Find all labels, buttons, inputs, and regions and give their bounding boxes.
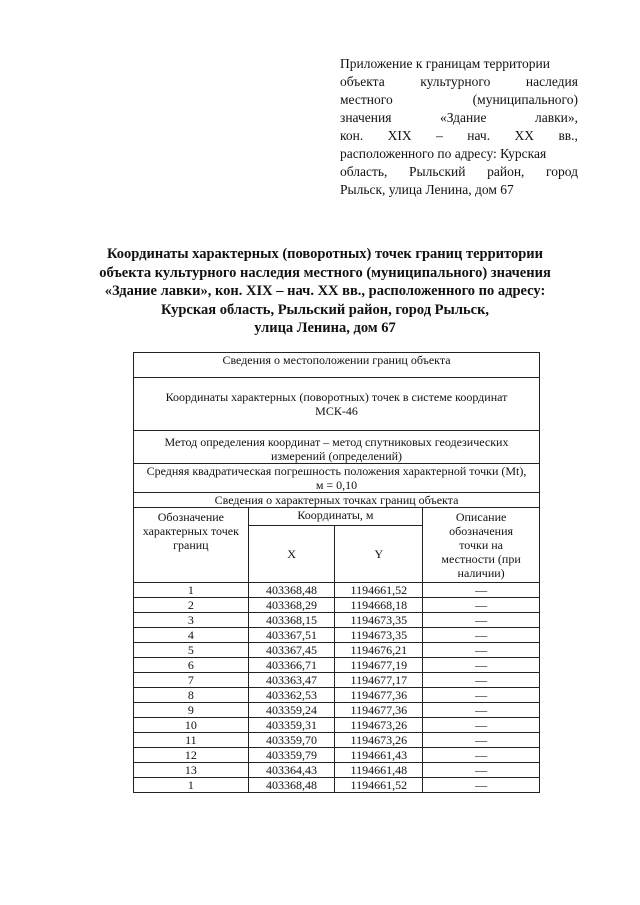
table-row	[134, 703, 540, 718]
y-coordinate-cell: 1194673,35	[335, 628, 423, 643]
description-cell: —	[423, 763, 540, 778]
description-cell: —	[423, 628, 540, 643]
table-row	[134, 598, 540, 613]
point-number-cell: 9	[134, 703, 249, 718]
coordinates-table	[133, 352, 540, 793]
description-cell: —	[423, 598, 540, 613]
description-cell: —	[423, 658, 540, 673]
method-note: Метод определения координат – метод спутниковых геодезических измерений (определений)	[134, 431, 540, 464]
annex-line: местного (муниципального)	[340, 92, 578, 107]
accuracy-note: Средняя квадратическая погрешность положения характерной точки (Mt), м = 0,10	[134, 464, 540, 493]
table-row	[134, 643, 540, 658]
section-points-header: Сведения о характерных точках границ объекта	[134, 493, 540, 508]
description-cell: —	[423, 583, 540, 598]
description-cell: —	[423, 778, 540, 793]
table-row	[134, 688, 540, 703]
title-line: Координаты характерных (поворотных) точек границ территории	[107, 246, 543, 262]
x-coordinate-cell: 403359,70	[248, 733, 335, 748]
annex-line: Рыльск, улица Ленина, дом 67	[340, 182, 514, 197]
point-number-cell: 11	[134, 733, 249, 748]
x-coordinate-cell: 403362,53	[248, 688, 335, 703]
col-point-header: Обозначение характерных точек границ	[134, 508, 249, 583]
y-coordinate-cell: 1194677,36	[335, 703, 423, 718]
table-row	[134, 778, 540, 793]
description-cell: —	[423, 718, 540, 733]
y-coordinate-cell: 1194661,43	[335, 748, 423, 763]
point-number-cell: 7	[134, 673, 249, 688]
title-line: «Здание лавки», кон. XIX – нач. XX вв., расположенного по адресу:	[104, 283, 546, 299]
x-coordinate-cell: 403367,51	[248, 628, 335, 643]
point-number-cell: 12	[134, 748, 249, 763]
point-number-cell: 2	[134, 598, 249, 613]
table-row	[134, 673, 540, 688]
title-line: объекта культурного наследия местного (муниципального) значения	[99, 264, 551, 281]
table-row	[134, 658, 540, 673]
annex-line: расположенного по адресу: Курская	[340, 146, 547, 161]
table-row	[134, 733, 540, 748]
description-cell: —	[423, 748, 540, 763]
annex-line: кон. XIX – нач. XX вв.,	[340, 128, 578, 143]
x-coordinate-cell: 403359,79	[248, 748, 335, 763]
x-coordinate-cell: 403359,24	[248, 703, 335, 718]
x-coordinate-cell: 403368,48	[248, 778, 335, 793]
point-number-cell: 5	[134, 643, 249, 658]
col-x-header: X	[248, 526, 335, 583]
y-coordinate-cell: 1194677,19	[335, 658, 423, 673]
point-number-cell: 8	[134, 688, 249, 703]
y-coordinate-cell: 1194673,35	[335, 613, 423, 628]
y-coordinate-cell: 1194676,21	[335, 643, 423, 658]
col-desc-header: Описание обозначения точки на местности (при наличии)	[423, 508, 540, 583]
y-coordinate-cell: 1194673,26	[335, 733, 423, 748]
y-coordinate-cell: 1194661,48	[335, 763, 423, 778]
table-row	[134, 763, 540, 778]
point-number-cell: 1	[134, 778, 249, 793]
x-coordinate-cell: 403364,43	[248, 763, 335, 778]
x-coordinate-cell: 403366,71	[248, 658, 335, 673]
annex-line: значения «Здание лавки»,	[340, 110, 578, 125]
y-coordinate-cell: 1194661,52	[335, 583, 423, 598]
x-coordinate-cell: 403368,48	[248, 583, 335, 598]
table-row	[134, 748, 540, 763]
x-coordinate-cell: 403368,29	[248, 598, 335, 613]
table-row	[134, 613, 540, 628]
table-row	[134, 583, 540, 598]
point-number-cell: 1	[134, 583, 249, 598]
section-coordinate-system: Координаты характерных (поворотных) точек в системе координат МСК-46	[134, 378, 540, 431]
point-number-cell: 13	[134, 763, 249, 778]
y-coordinate-cell: 1194677,17	[335, 673, 423, 688]
description-cell: —	[423, 703, 540, 718]
description-cell: —	[423, 673, 540, 688]
annex-line: область, Рыльский район, город	[340, 164, 578, 179]
y-coordinate-cell: 1194673,26	[335, 718, 423, 733]
description-cell: —	[423, 688, 540, 703]
x-coordinate-cell: 403368,15	[248, 613, 335, 628]
x-coordinate-cell: 403367,45	[248, 643, 335, 658]
annex-line: Приложение к границам территории	[340, 56, 550, 71]
x-coordinate-cell: 403363,47	[248, 673, 335, 688]
section-location-header: Сведения о местоположении границ объекта	[134, 353, 540, 378]
document-title	[80, 245, 570, 338]
table-row	[134, 718, 540, 733]
col-coords-header: Координаты, м	[248, 508, 423, 526]
annex-note	[340, 55, 578, 199]
point-number-cell: 10	[134, 718, 249, 733]
title-line: улица Ленина, дом 67	[254, 320, 396, 336]
description-cell: —	[423, 643, 540, 658]
y-coordinate-cell: 1194668,18	[335, 598, 423, 613]
table-row	[134, 628, 540, 643]
description-cell: —	[423, 613, 540, 628]
title-line: Курская область, Рыльский район, город Рыльск,	[160, 301, 490, 318]
col-y-header: Y	[335, 526, 423, 583]
x-coordinate-cell: 403359,31	[248, 718, 335, 733]
annex-line: объекта культурного наследия	[340, 74, 578, 89]
point-number-cell: 4	[134, 628, 249, 643]
description-cell: —	[423, 733, 540, 748]
point-number-cell: 3	[134, 613, 249, 628]
point-number-cell: 6	[134, 658, 249, 673]
y-coordinate-cell: 1194661,52	[335, 778, 423, 793]
y-coordinate-cell: 1194677,36	[335, 688, 423, 703]
